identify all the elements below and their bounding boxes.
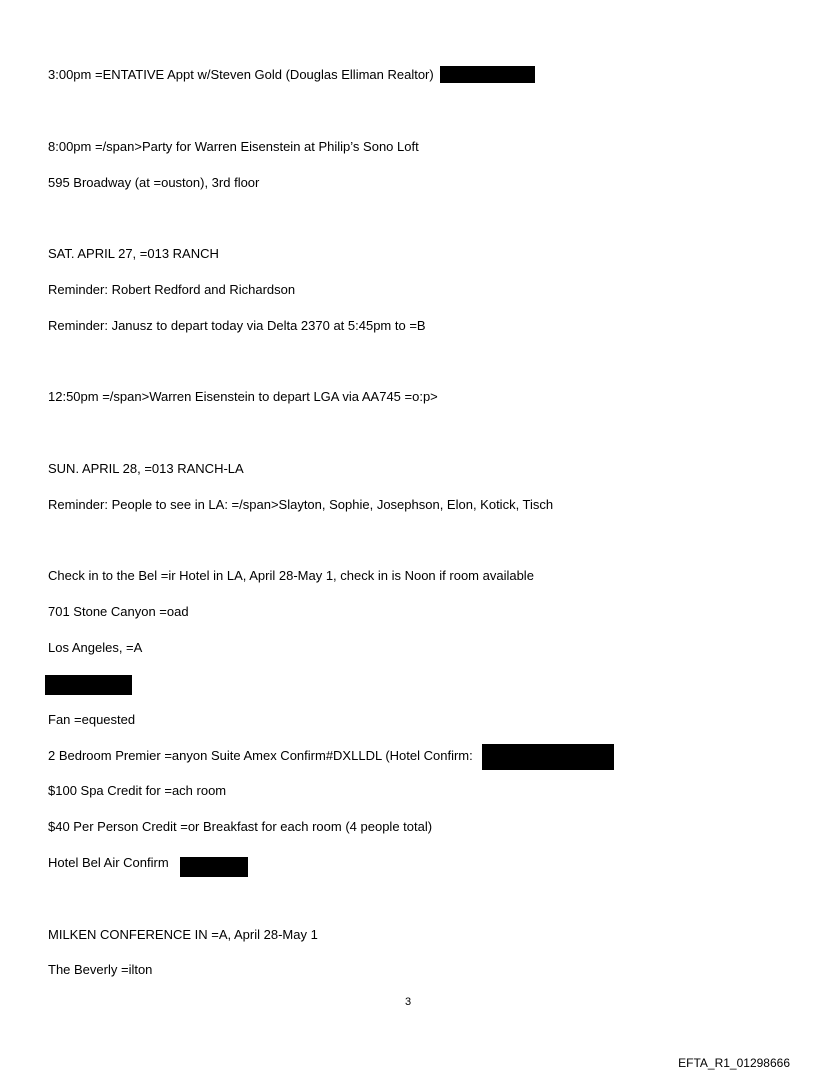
text-line: Check in to the Bel =ir Hotel in LA, April 28-May 1, check in is Noon if room available xyxy=(48,568,534,583)
text-line: Reminder: Janusz to depart today via Delta 2370 at 5:45pm to =B xyxy=(48,318,426,333)
text-line: $40 Per Person Credit =or Breakfast for each room (4 people total) xyxy=(48,819,433,834)
text-line: 595 Broadway (at =ouston), 3rd floor xyxy=(48,175,260,190)
text-line: SUN. APRIL 28, =013 RANCH-LA xyxy=(48,461,244,476)
text-line: 2 Bedroom Premier =anyon Suite Amex Confirm#DXLLDL (Hotel Confirm: xyxy=(48,748,473,763)
text-line: 701 Stone Canyon =oad xyxy=(48,604,189,619)
text-line: $100 Spa Credit for =ach room xyxy=(48,783,227,798)
text-line: Hotel Bel Air Confirm xyxy=(48,855,169,870)
text-line: Reminder: People to see in LA: =/span>Slayton, Sophie, Josephson, Elon, Kotick, Tisch xyxy=(48,497,554,512)
text-line: MILKEN CONFERENCE IN =A, April 28-May 1 xyxy=(48,927,318,942)
text-line: The Beverly =ilton xyxy=(48,962,153,977)
text-line: SAT. APRIL 27, =013 RANCH xyxy=(48,246,219,261)
redaction-block xyxy=(180,857,248,877)
document-id: EFTA_R1_01298666 xyxy=(678,1056,790,1070)
text-line: 3:00pm =ENTATIVE Appt w/Steven Gold (Douglas Elliman Realtor) xyxy=(48,67,434,82)
redaction-block xyxy=(440,66,535,83)
text-line: 12:50pm =/span>Warren Eisenstein to depart LGA via AA745 =o:p> xyxy=(48,389,438,404)
redaction-block xyxy=(45,675,132,695)
text-line: 8:00pm =/span>Party for Warren Eisenstein at Philip’s Sono Loft xyxy=(48,139,419,154)
text-line: Fan =equested xyxy=(48,712,136,727)
page-number: 3 xyxy=(404,996,412,1008)
redaction-block xyxy=(482,744,614,770)
text-line: Reminder: Robert Redford and Richardson xyxy=(48,282,296,297)
text-line: Los Angeles, =A xyxy=(48,640,143,655)
